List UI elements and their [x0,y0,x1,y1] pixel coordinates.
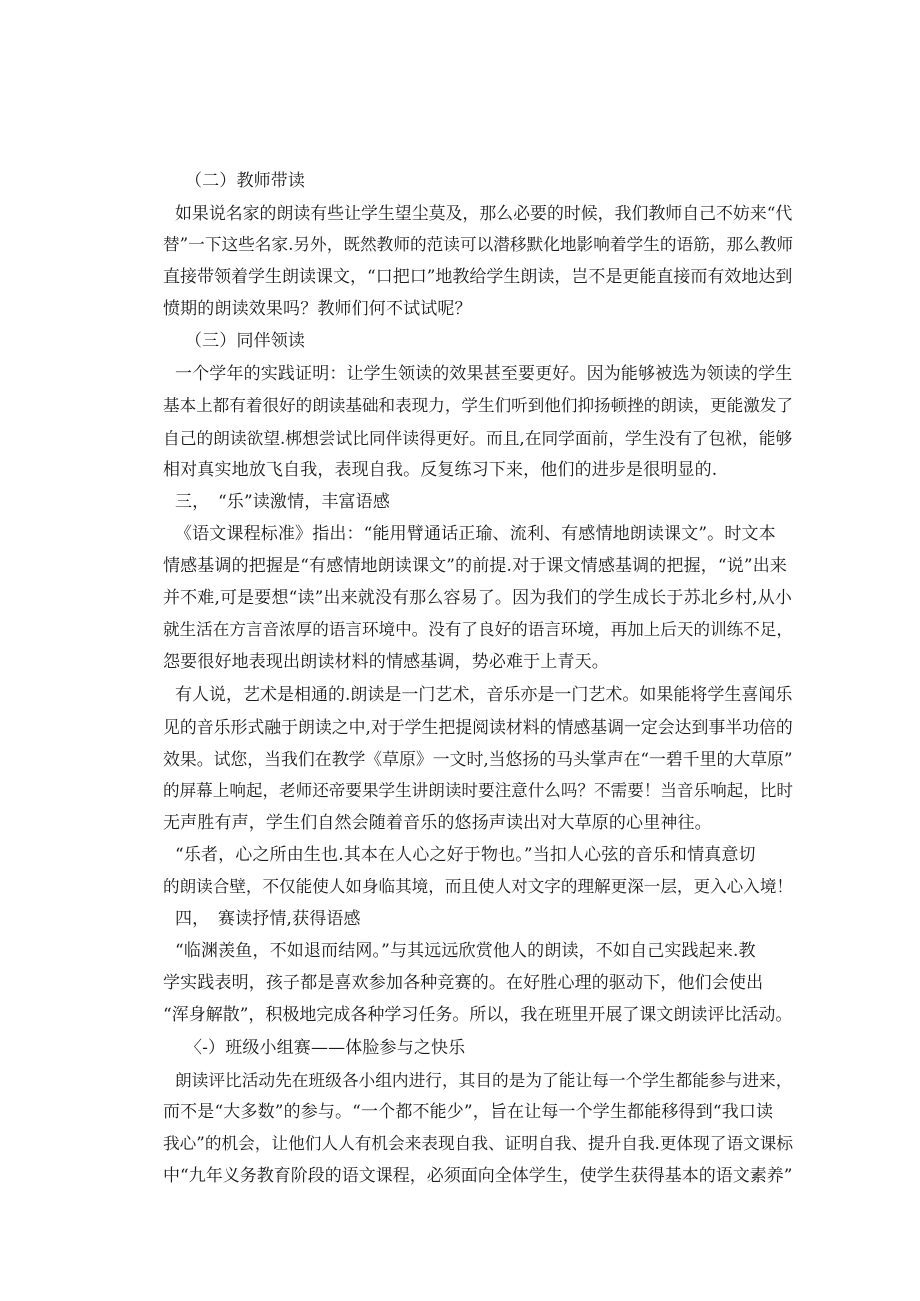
paragraph-line: 愤期的朗读效果吗？教师们何不试试呢？ [163,299,472,320]
section-heading: 〈-）班级小组赛——体脸参与之快乐 [185,1037,466,1058]
paragraph-line: 基本上都有着很好的朗读基础和表现力，学生们听到他们抑扬顿挫的朗读，更能激发了 [163,395,793,415]
paragraph-line: 一个学年的实践证明：让学生领读的效果甚至要更好。因为能够被选为领读的学生 [175,363,793,384]
paragraph-line: 情感基调的把握是“有感情地朗读课文”的前提.对于课文情感基调的把握，“说”出来 [163,556,788,577]
paragraph-line: “浑身解散”，积极地完成各种学习任务。所以，我在班里开展了课文朗读评比活动。 [163,1005,793,1026]
section-heading: （三）同伴领读 [185,331,306,352]
paragraph-line: 三， “乐”读激情，丰富语感 [175,491,390,512]
paragraph-line: 四， 赛读抒情,获得语感 [175,909,361,930]
paragraph-line: 自己的朗读欲望.梆想尝试比同伴读得更好。而且,在同学面前，学生没有了包袱，能够 [163,427,793,448]
paragraph-line: 朗读评比活动先在班级各小组内进行，其目的是为了能让每一个学生都能参与进来， [175,1069,793,1090]
document-body [163,165,794,1192]
paragraph-line: 无声胜有声，学生们自然会随着音乐的悠扬声读出对大草原的心里神往。 [163,812,712,833]
paragraph-line: 的朗读合壁，不仅能使人如身临其境，而且使人对文字的理解更深一层，更入心入境！ [163,877,793,897]
paragraph-line: 并不难,可是要想“读”出来就没有那么容易了。因为我们的学生成长于苏北乡村,从小 [163,588,793,609]
paragraph-line: 学实践表明，孩子都是喜欢参加各种竞赛的。在好胜心理的驱动下，他们会使出 [163,973,764,994]
paragraph-line: 《语文课程标准》指出：“能用臂通话正瑜、流利、有感情地朗读课文”。时文本 [175,524,776,545]
paragraph-line: 中“九年义务教育阶段的语文课程，必须面向全体学生，使学生获得基本的语文素养” [163,1165,793,1186]
paragraph-line: 直接带领着学生朗读课文，“口把口”地教给学生朗读，岂不是更能直接而有效地达到 [163,267,793,288]
section-heading: （二）教师带读 [185,171,306,191]
paragraph-line: 我心”的机会，让他们人人有机会来表现自我、证明自我、提升自我.更体现了语文课标 [163,1133,794,1153]
paragraph-line: 就生活在方言音浓厚的语言环境中。没有了良好的语言环境，再加上后天的训练不足， [163,620,793,640]
paragraph-line: 有人说，艺术是相通的.朗读是一门艺术，音乐亦是一门艺术。如果能将学生喜闻乐 [175,684,793,705]
paragraph-line: 见的音乐形式融于朗读之中,对于学生把提阅读材料的情感基调一定会达到事半功倍的 [163,716,793,737]
paragraph-line: 替”一下这些名家.另外，既然教师的范读可以潜移默化地影响着学生的语筋，那么教师 [163,235,794,255]
paragraph-line: 如果说名家的朗读有些让学生望尘莫及，那么必要的时候，我们教师自己不妨来“代 [175,203,793,224]
paragraph-line: “临渊羡鱼，不如退而结网。”与其远远欣赏他人的朗读，不如自己实践起来.教 [175,941,756,962]
paragraph-line: 相对真实地放飞自我，表现自我。反复练习下来，他们的进步是很明显的. [163,459,718,480]
paragraph-line: 怨要很好地表现出朗读材料的情感基调，势必难于上青天。 [163,652,609,673]
paragraph-line: “乐者，心之所由生也.其本在人心之好于物也。”当扣人心弦的音乐和情真意切 [175,844,756,865]
paragraph-line: 而不是“大多数”的参与。“一个都不能少”，旨在让每一个学生都能移得到“我口读 [163,1101,774,1122]
paragraph-line: 的屏幕上响起，老师还帝要果学生讲朗读时要注意什么吗？不需要！当音乐响起，比时 [163,780,793,800]
paragraph-line: 效果。试您，当我们在教学《草原》一文时,当悠扬的马头掌声在“一碧千里的大草原” [163,748,793,769]
